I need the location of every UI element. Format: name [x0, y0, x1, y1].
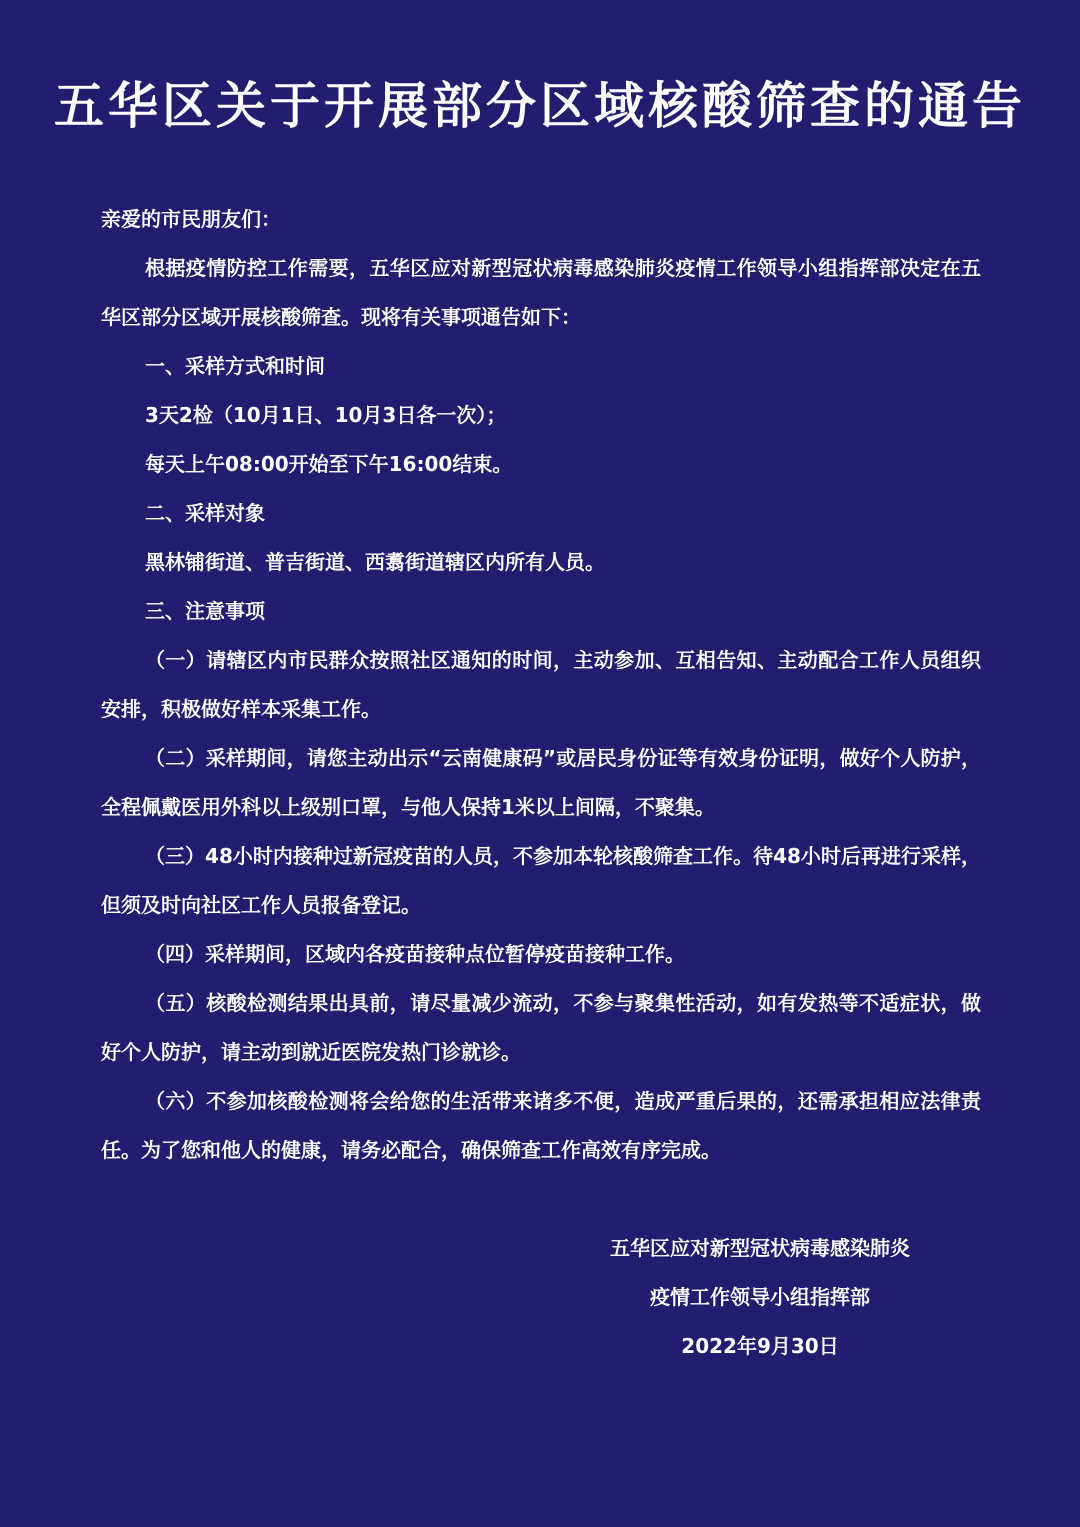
sampling-frequency: 3天2检（10月1日、10月3日各一次）； — [145, 403, 507, 427]
sampling-hours: 每天上午08:00开始至下午16:00结束。 — [145, 452, 513, 476]
greeting: 亲爱的市民朋友们： — [101, 207, 281, 231]
intro-paragraph: 根据疫情防控工作需要，五华区应对新型冠状病毒感染肺炎疫情工作领导小组指挥部决定在五华区部分区域开展核酸筛查。现将有关事项通告如下： — [101, 256, 981, 329]
note-item-4: （四）采样期间，区域内各疫苗接种点位暂停疫苗接种工作。 — [145, 942, 685, 966]
signature-org-line-2: 疫情工作领导小组指挥部 — [650, 1285, 870, 1309]
note-item-1: （一）请辖区内市民群众按照社区通知的时间，主动参加、互相告知、主动配合工作人员组织安排，积极做好样本采集工作。 — [101, 648, 981, 721]
section-heading-sampling: 一、采样方式和时间 — [145, 354, 325, 378]
note-item-2: （二）采样期间，请您主动出示“云南健康码”或居民身份证等有效身份证明，做好个人防护，全程佩戴医用外科以上级别口罩，与他人保持1米以上间隔，不聚集。 — [101, 746, 981, 819]
section-heading-notes: 三、注意事项 — [145, 599, 265, 623]
notice-body — [101, 195, 981, 1175]
target-areas: 黑林铺街道、普吉街道、西翥街道辖区内所有人员。 — [145, 550, 605, 574]
notice-title: 五华区关于开展部分区域核酸筛查的通告 — [54, 77, 1026, 135]
note-item-3: （三）48小时内接种过新冠疫苗的人员，不参加本轮核酸筛查工作。待48小时后再进行采样，但须及时向社区工作人员报备登记。 — [101, 844, 981, 917]
signature-org-line-1: 五华区应对新型冠状病毒感染肺炎 — [610, 1236, 910, 1260]
note-item-5: （五）核酸检测结果出具前，请尽量减少流动，不参与聚集性活动，如有发热等不适症状，做好个人防护，请主动到就近医院发热门诊就诊。 — [101, 991, 981, 1064]
section-heading-target: 二、采样对象 — [145, 501, 265, 525]
note-item-6: （六）不参加核酸检测将会给您的生活带来诸多不便，造成严重后果的，还需承担相应法律责任。为了您和他人的健康，请务必配合，确保筛查工作高效有序完成。 — [101, 1089, 981, 1162]
signature-block — [580, 1224, 940, 1371]
signature-date: 2022年9月30日 — [681, 1334, 839, 1358]
